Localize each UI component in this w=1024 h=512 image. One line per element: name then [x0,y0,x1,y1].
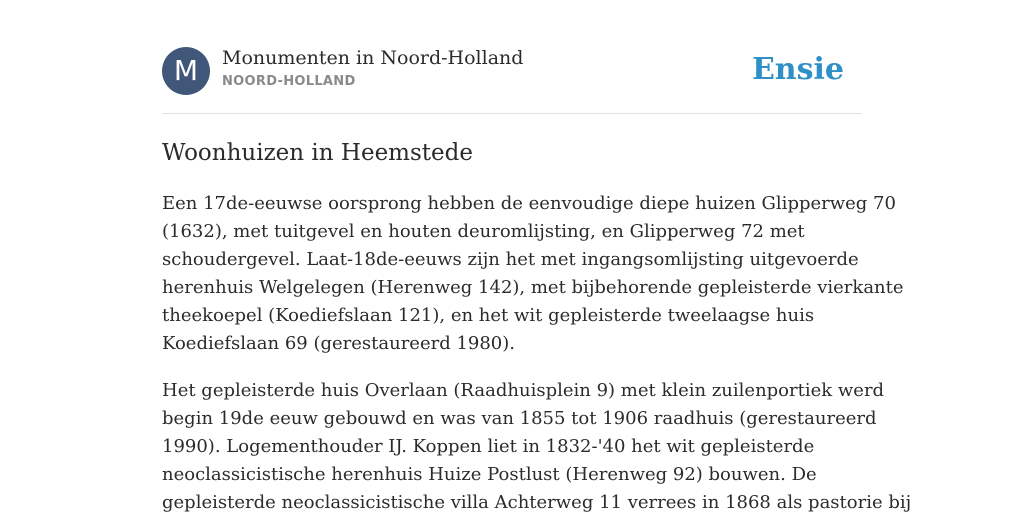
paragraph-2 [162,377,912,512]
paragraph-line: 1990). Logementhouder IJ. Koppen liet in 1832-'40 het wit gepleisterde [162,436,815,457]
avatar[interactable]: M [162,47,210,95]
site-header [162,46,862,96]
paragraph-line: neoclassicistische herenhuis Huize Postlust (Herenweg 92) bouwen. De [162,464,817,485]
site-title[interactable]: Monumenten in Noord-Holland [222,47,524,69]
paragraph-line: begin 19de eeuw gebouwd en was van 1855 tot 1906 raadhuis (gerestaureerd [162,408,877,429]
article-body [162,190,912,512]
paragraph-1 [162,190,904,358]
site-subtitle[interactable]: NOORD-HOLLAND [222,74,356,89]
paragraph-line: schoudergevel. Laat-18de-eeuws zijn het met ingangsomlijsting uitgevoerde [162,249,859,270]
page-title: Woonhuizen in Heemstede [162,140,473,166]
paragraph-line: gepleisterde neoclassicistische villa Achterweg 11 verrees in 1868 als pastorie bij [162,492,912,512]
header-divider [162,113,862,114]
paragraph-line: Koediefslaan 69 (gerestaureerd 1980). [162,333,516,354]
paragraph-line: Het gepleisterde huis Overlaan (Raadhuisplein 9) met klein zuilenportiek werd [162,380,885,401]
paragraph-line: (1632), met tuitgevel en houten deuromlijsting, en Glipperweg 72 met [162,221,805,242]
paragraph-line: herenhuis Welgelegen (Herenweg 142), met bijbehorende gepleisterde vierkante [162,277,904,298]
paragraph-line: theekoepel (Koediefslaan 121), en het wit gepleisterde tweelaagse huis [162,305,815,326]
brand-logo[interactable]: Ensie [751,52,844,87]
paragraph-line: Een 17de-eeuwse oorsprong hebben de eenvoudige diepe huizen Glipperweg 70 [162,193,896,214]
